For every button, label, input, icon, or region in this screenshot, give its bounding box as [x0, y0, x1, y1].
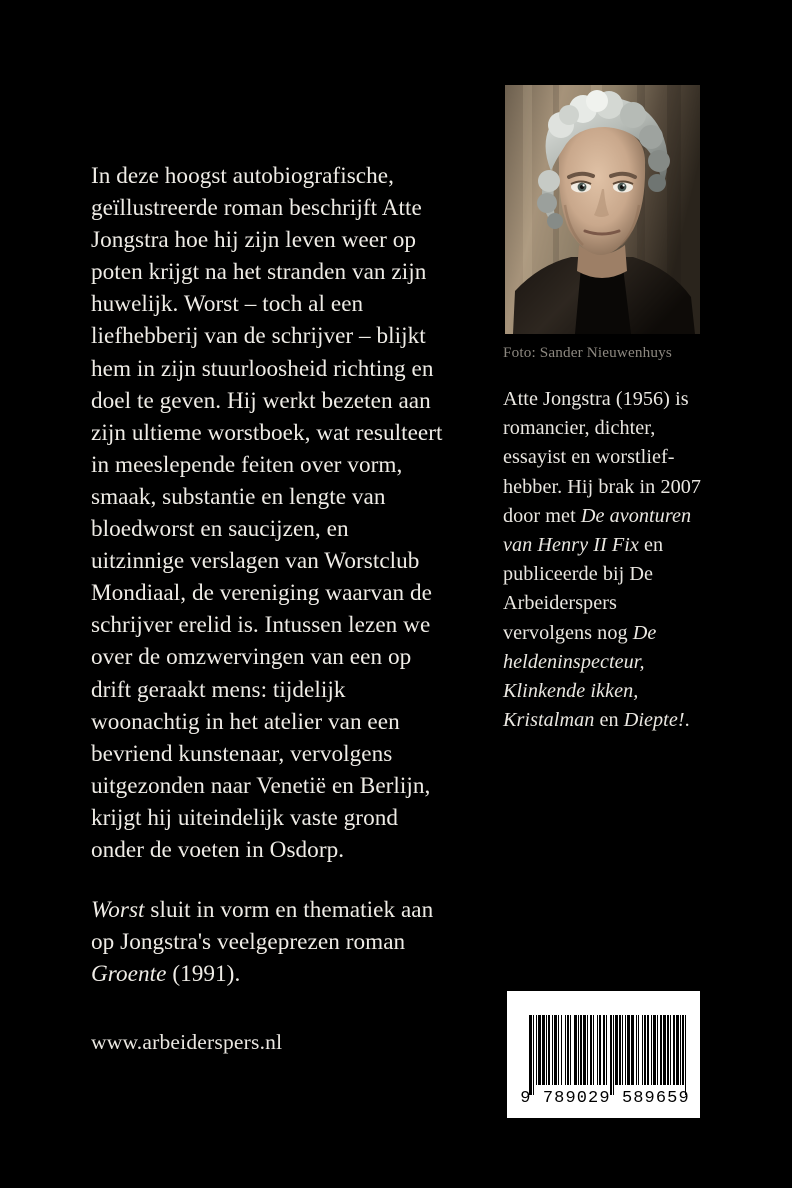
bio-title-kristalman: Kristalman: [503, 709, 595, 732]
author-bio-text: [503, 385, 708, 735]
bio-line-1: Atte Jongstra (1956): [503, 388, 670, 410]
bio-line-5: 2007 door met: [503, 475, 702, 527]
bio-line-3: essayist en worstlief-: [503, 446, 675, 469]
blurb-paragraph-closing: [91, 894, 447, 990]
author-portrait-photo: [505, 85, 700, 334]
related-title-groente: Groente: [91, 961, 167, 988]
bio-conjunction: en: [594, 709, 624, 732]
blurb-paragraph-main: In deze hoogst autobiografische, geïllustreerde roman beschrijft Atte Jongstra hoe hij zijn leven weer op poten krijgt na het stranden van zijn huwelijk. Worst – toch al een liefhebberij van de schrijver – blijkt hem in zijn stuurloosheid richting en doel te geven. Hij werkt bezeten aan zijn ultieme worstboek, wat resulteert in meeslepende feiten over vorm, smaak, substantie en lengte van bloedworst en saucijzen, en uitzinnige verslagen van Worstclub Mondiaal, de vereniging waarvan de schrijver erelid is. Intussen lezen we over de omzwervingen van een op drift geraakt mens: tijdelijk woonachtig in het atelier van een bevriend kunstenaar, vervolgens uitgezonden naar Venetië en Berlijn, krijgt hij uiteindelijk vaste grond onder de voeten in Osdorp.: [91, 163, 443, 863]
bio-line-4: hebber. Hij brak in: [503, 475, 656, 498]
bio-title-henry-part2: II Fix: [593, 534, 639, 557]
bio-final-punct: .: [684, 709, 690, 732]
related-title-worst: Worst: [91, 897, 145, 924]
bio-line-7: bij De Arbeiderspers: [503, 563, 654, 615]
author-portrait-illustration: [505, 85, 700, 334]
author-bio-column: [503, 385, 708, 735]
bio-line-8: vervolgens nog: [503, 621, 628, 644]
closing-suffix-text: (1991).: [166, 961, 241, 988]
closing-middle-text: sluit in vorm en thematiek aan op Jongstra's veelgeprezen roman: [91, 897, 434, 956]
bio-line-2: is romancier, dichter,: [503, 388, 689, 440]
bio-title-diepte: Diepte!: [623, 709, 685, 732]
bio-line-6: en publiceerde: [503, 534, 664, 586]
barcode-bar: [686, 1015, 689, 1095]
barcode-inner: [507, 991, 700, 1118]
photo-credit: Foto: Sander Nieuwenhuys: [503, 344, 672, 361]
publisher-website[interactable]: www.arbeiderspers.nl: [91, 1030, 283, 1054]
barcode-bars: [529, 1015, 681, 1085]
blurb-column: [91, 160, 447, 990]
bio-title-henry-part1: De avonturen van Henry: [503, 504, 692, 557]
barcode-digits: 9 789029 589659: [520, 1089, 690, 1108]
bio-title-klinkende-ikken: Klinkende ikken,: [503, 680, 639, 703]
isbn-barcode: [507, 991, 700, 1118]
bio-title-heldeninspecteur: De heldeninspecteur,: [503, 621, 657, 673]
